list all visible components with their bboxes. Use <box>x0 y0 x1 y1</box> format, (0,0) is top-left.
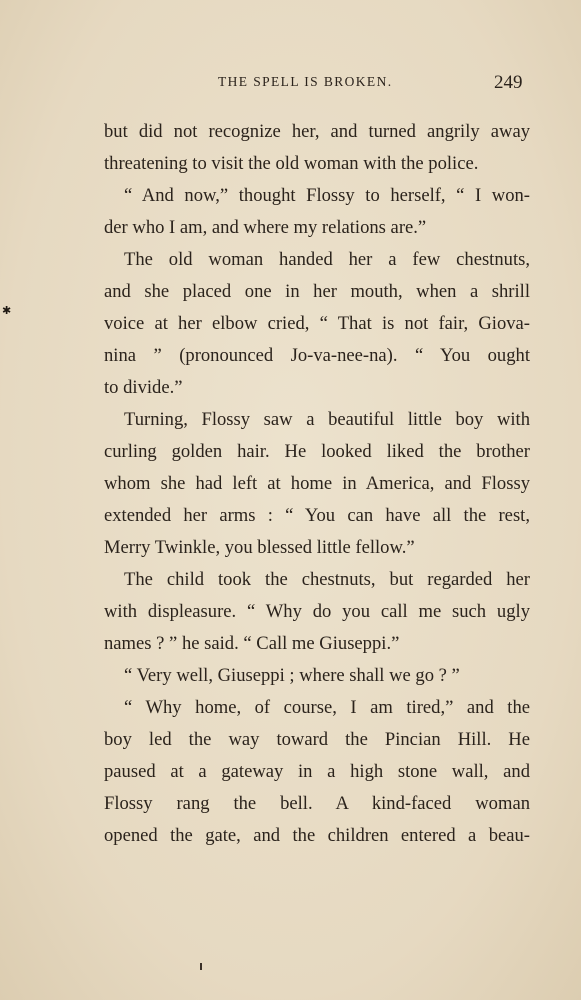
text-line: boy led the way toward the Pincian Hill. He <box>104 729 530 750</box>
text-line: Merry Twinkle, you blessed little fellow.” <box>104 537 415 558</box>
text-line: Flossy rang the bell. A kind-faced woman <box>104 793 530 814</box>
text-line: whom she had left at home in America, and Flossy <box>104 473 530 494</box>
text-line: names ? ” he said. “ Call me Giuseppi.” <box>104 633 400 654</box>
text-line: but did not recognize her, and turned angrily away <box>104 121 530 142</box>
text-line: extended her arms : “ You can have all the rest, <box>104 505 530 526</box>
text-line: paused at a gateway in a high stone wall, and <box>104 761 530 782</box>
text-line: threatening to visit the old woman with the police. <box>104 153 479 174</box>
text-line: Turning, Flossy saw a beautiful little boy with <box>124 409 530 430</box>
text-line: “ Very well, Giuseppi ; where shall we go ? ” <box>124 665 460 686</box>
text-line: der who I am, and where my relations are.” <box>104 217 427 238</box>
text-line: curling golden hair. He looked liked the brother <box>104 441 530 462</box>
text-line: voice at her elbow cried, “ That is not fair, Giova- <box>104 313 530 334</box>
text-line: The old woman handed her a few chestnuts, <box>124 249 530 270</box>
text-line: “ Why home, of course, I am tired,” and the <box>124 697 530 718</box>
page-number: 249 <box>494 72 523 93</box>
body-text <box>104 116 530 852</box>
text-line: The child took the chestnuts, but regarded her <box>124 569 530 590</box>
text-line: “ And now,” thought Flossy to herself, “ I won- <box>124 185 530 206</box>
text-line: with displeasure. “ Why do you call me such ugly <box>104 601 530 622</box>
text-line: and she placed one in her mouth, when a shrill <box>104 281 530 302</box>
text-line: nina ” (pronounced Jo-va-nee-na). “ You ought <box>104 345 530 366</box>
page-header <box>0 74 581 98</box>
bottom-ink-mark <box>200 963 202 970</box>
text-line: opened the gate, and the children entered a beau- <box>104 825 530 846</box>
margin-star-mark: ✱ <box>2 305 12 317</box>
text-line: to divide.” <box>104 377 183 398</box>
running-head: THE SPELL IS BROKEN. <box>218 74 393 89</box>
